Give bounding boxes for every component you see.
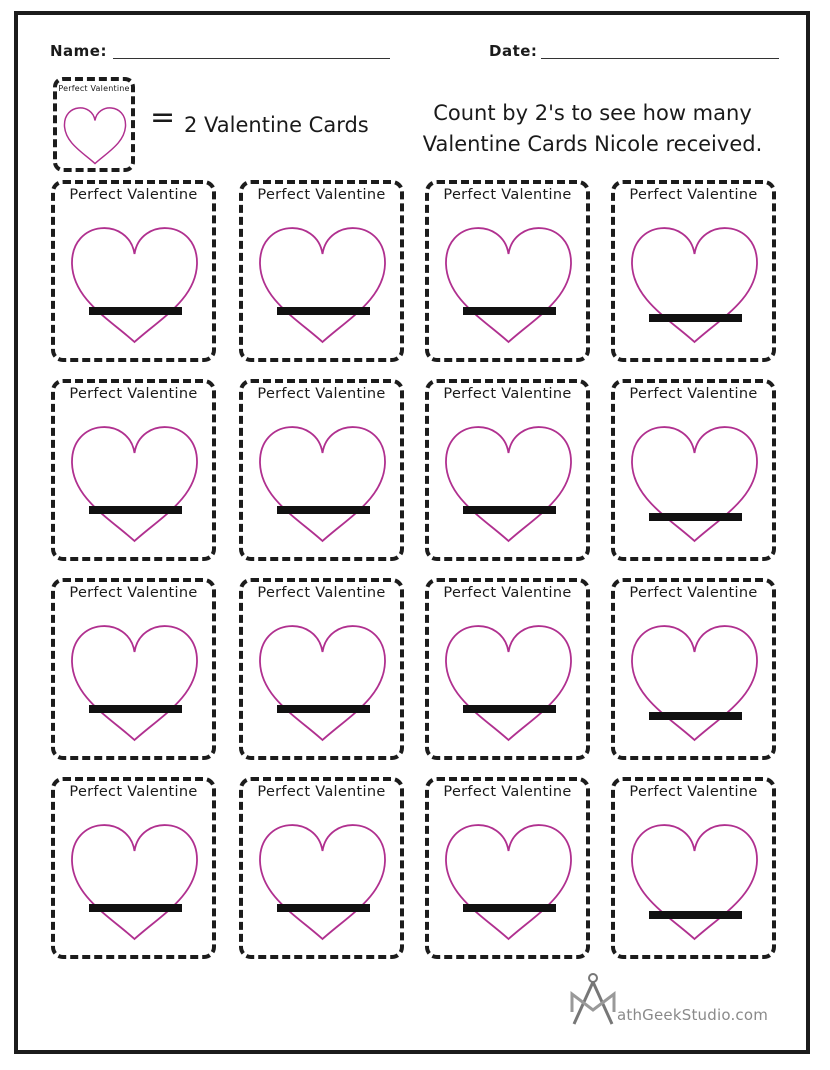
heart-icon	[69, 811, 200, 942]
card-label: Perfect Valentine	[443, 386, 572, 402]
answer-blank[interactable]	[89, 506, 182, 514]
valentine-card	[425, 578, 590, 760]
card-label: Perfect Valentine	[443, 784, 572, 800]
heart-outline	[632, 825, 757, 939]
valentine-card	[425, 180, 590, 362]
heart-outline	[632, 427, 757, 541]
legend-card-label: Perfect Valentine	[58, 84, 130, 93]
card-label: Perfect Valentine	[257, 784, 386, 800]
heart-outline	[72, 228, 197, 342]
heart-icon	[257, 214, 388, 345]
answer-blank[interactable]	[89, 904, 182, 912]
heart-icon	[629, 612, 760, 743]
valentine-card	[239, 777, 404, 959]
valentine-card	[51, 379, 216, 561]
card-label: Perfect Valentine	[629, 585, 758, 601]
instructions	[405, 98, 780, 160]
heart-outline	[72, 626, 197, 740]
card-label: Perfect Valentine	[629, 784, 758, 800]
equals-sign: =	[150, 100, 176, 135]
answer-blank[interactable]	[463, 307, 556, 315]
valentine-card	[51, 578, 216, 760]
valentine-card	[611, 379, 776, 561]
card-label: Perfect Valentine	[257, 585, 386, 601]
legend-card	[53, 77, 135, 172]
answer-blank[interactable]	[277, 904, 370, 912]
card-label: Perfect Valentine	[629, 386, 758, 402]
heart-outline	[446, 825, 571, 939]
valentine-card	[51, 180, 216, 362]
heart-icon	[443, 612, 574, 743]
card-label: Perfect Valentine	[257, 386, 386, 402]
valentine-card	[611, 180, 776, 362]
heart-icon	[629, 214, 760, 345]
heart-icon	[69, 214, 200, 345]
legend-heart-icon	[63, 94, 127, 172]
heart-icon	[69, 413, 200, 544]
name-label: Name:	[50, 42, 107, 60]
heart-icon	[257, 811, 388, 942]
logo-text: athGeekStudio.com	[617, 1006, 769, 1024]
card-label: Perfect Valentine	[69, 784, 198, 800]
heart-outline	[260, 626, 385, 740]
answer-blank[interactable]	[277, 506, 370, 514]
card-label: Perfect Valentine	[443, 187, 572, 203]
answer-blank[interactable]	[649, 513, 742, 521]
heart-outline	[72, 825, 197, 939]
heart-outline	[446, 427, 571, 541]
heart-icon	[629, 811, 760, 942]
heart-outline	[260, 228, 385, 342]
heart-icon	[257, 612, 388, 743]
heart-icon	[443, 214, 574, 345]
valentine-card	[51, 777, 216, 959]
date-field[interactable]	[541, 58, 779, 59]
answer-blank[interactable]	[463, 705, 556, 713]
instructions-line-2: Valentine Cards Nicole received.	[422, 132, 763, 156]
answer-blank[interactable]	[89, 705, 182, 713]
heart-icon	[69, 612, 200, 743]
valentine-card	[611, 777, 776, 959]
card-label: Perfect Valentine	[69, 187, 198, 203]
answer-blank[interactable]	[89, 307, 182, 315]
date-label: Date:	[489, 42, 538, 60]
answer-blank[interactable]	[277, 307, 370, 315]
heart-outline	[632, 626, 757, 740]
compass-m-logo	[568, 972, 618, 1027]
card-label: Perfect Valentine	[69, 386, 198, 402]
valentine-card	[239, 180, 404, 362]
name-field[interactable]	[113, 58, 390, 59]
card-label: Perfect Valentine	[69, 585, 198, 601]
answer-blank[interactable]	[463, 506, 556, 514]
heart-outline	[72, 427, 197, 541]
heart-icon	[443, 811, 574, 942]
card-label: Perfect Valentine	[257, 187, 386, 203]
answer-blank[interactable]	[649, 712, 742, 720]
heart-outline	[260, 427, 385, 541]
heart-outline	[632, 228, 757, 342]
valentine-card	[425, 777, 590, 959]
valentine-card	[425, 379, 590, 561]
answer-blank[interactable]	[649, 911, 742, 919]
valentine-card	[239, 379, 404, 561]
answer-blank[interactable]	[277, 705, 370, 713]
answer-blank[interactable]	[649, 314, 742, 322]
valentine-card	[611, 578, 776, 760]
answer-blank[interactable]	[463, 904, 556, 912]
heart-icon	[443, 413, 574, 544]
heart-outline	[260, 825, 385, 939]
heart-icon	[257, 413, 388, 544]
legend-text: 2 Valentine Cards	[184, 113, 369, 137]
card-label: Perfect Valentine	[629, 187, 758, 203]
card-label: Perfect Valentine	[443, 585, 572, 601]
heart-icon	[629, 413, 760, 544]
valentine-card	[239, 578, 404, 760]
instructions-line-1: Count by 2's to see how many	[433, 101, 752, 125]
heart-outline	[446, 228, 571, 342]
heart-outline	[446, 626, 571, 740]
